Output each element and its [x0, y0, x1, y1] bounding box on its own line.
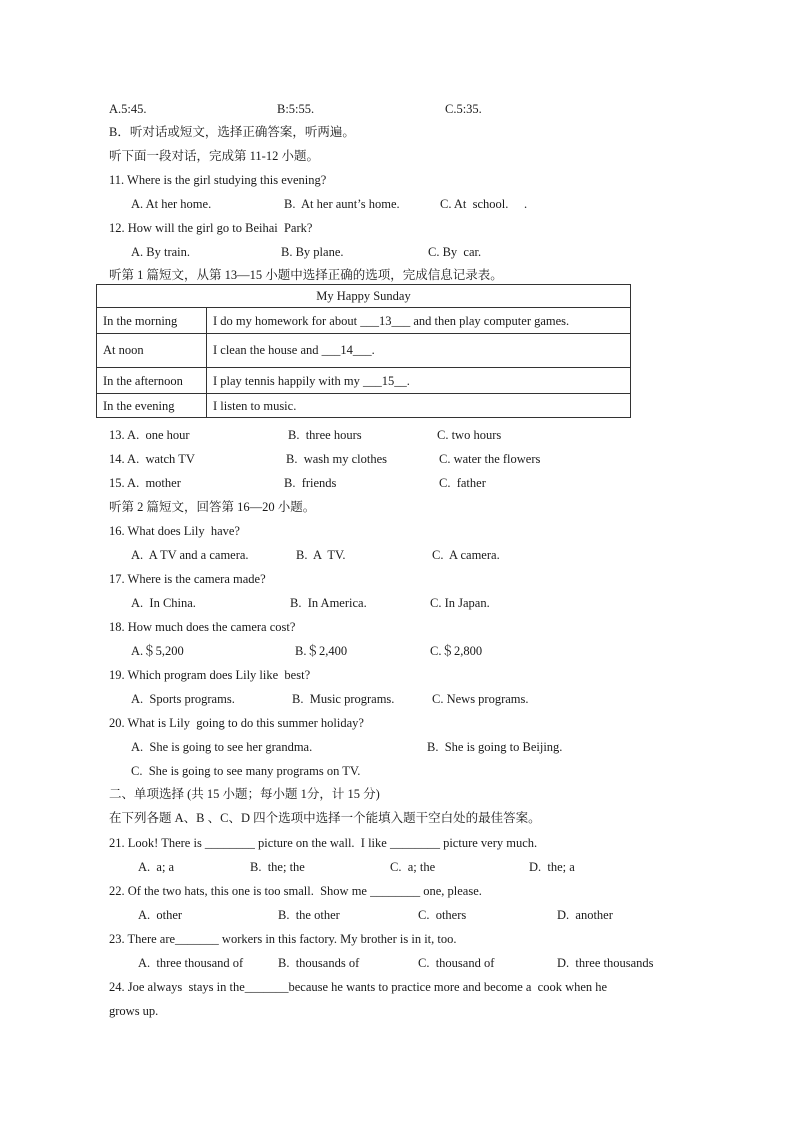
q13-option-c: C. two hours: [437, 428, 502, 442]
q15-option-a: 15. A. mother: [109, 476, 181, 490]
q22-option-b: B. the other: [278, 908, 340, 922]
q22-stem: 22. Of the two hats, this one is too small. Show me ________ one, please.: [109, 884, 482, 898]
q21-stem: 21. Look! There is ________ picture on the wall. I like ________ picture very much.: [109, 836, 538, 850]
q19-stem: 19. Which program does Lily like best?: [109, 668, 311, 682]
q12-option-a: A. By train.: [131, 245, 191, 259]
q17-option-c: C. In Japan.: [430, 596, 490, 610]
q20-option-b: B. She is going to Beijing.: [427, 740, 563, 754]
q23-option-b: B. thousands of: [278, 956, 360, 970]
q18-option-a: A.＄5,200: [131, 644, 184, 658]
q23-stem: 23. There are_______ workers in this factory. My brother is in it, too.: [109, 932, 457, 946]
q11-option-a: A. At her home.: [131, 197, 212, 211]
q24-stem-line1: 24. Joe always stays in the_______because he wants to practice more and become a cook when he: [109, 980, 608, 994]
q23-option-d: D. three thousands: [557, 956, 654, 970]
passage2-intro: 听第 2 篇短文，回答第 16—20 小题。: [109, 500, 316, 514]
q19-option-b: B. Music programs.: [292, 692, 395, 706]
table-row-text: I clean the house and ___14___.: [207, 334, 631, 368]
q21-option-b: B. the; the: [250, 860, 305, 874]
table-row-text: I listen to music.: [207, 394, 631, 418]
table-row-text: I do my homework for about ___13___ and then play computer games.: [207, 308, 631, 334]
q12-stem: 12. How will the girl go to Beihai Park?: [109, 221, 313, 235]
table-row-time: In the evening: [97, 394, 207, 418]
q22-option-a: A. other: [138, 908, 183, 922]
q18-stem: 18. How much does the camera cost?: [109, 620, 296, 634]
q17-stem: 17. Where is the camera made?: [109, 572, 266, 586]
table-row-time: In the afternoon: [97, 368, 207, 394]
q22-option-d: D. another: [557, 908, 613, 922]
q13-option-b: B. three hours: [288, 428, 362, 442]
q12-option-c: C. By car.: [428, 245, 482, 259]
q24-stem-line2: grows up.: [109, 1004, 159, 1018]
q15-option-b: B. friends: [284, 476, 337, 490]
table-row-time: In the morning: [97, 308, 207, 334]
q17-option-b: B. In America.: [290, 596, 367, 610]
q19-option-c: C. News programs.: [432, 692, 529, 706]
q17-option-a: A. In China.: [131, 596, 196, 610]
q21-option-d: D. the; a: [529, 860, 575, 874]
q12-option-b: B. By plane.: [281, 245, 344, 259]
q11-option-c: C. At school. .: [440, 197, 528, 211]
q22-option-c: C. others: [418, 908, 467, 922]
q16-stem: 16. What does Lily have?: [109, 524, 240, 538]
q13-option-a: 13. A. one hour: [109, 428, 190, 442]
q21-option-a: A. a; a: [138, 860, 175, 874]
q10-option-a: A.5:45.: [109, 102, 147, 116]
passage1-intro: 听第 1 篇短文，从第 13—15 小题中选择正确的选项，完成信息记录表。: [109, 268, 503, 282]
q11-stem: 11. Where is the girl studying this evening?: [109, 173, 327, 187]
q21-option-c: C. a; the: [390, 860, 436, 874]
table-row-time: At noon: [97, 334, 207, 368]
q14-option-c: C. water the flowers: [439, 452, 541, 466]
table-row-text: I play tennis happily with my ___15__.: [207, 368, 631, 394]
q14-option-a: 14. A. watch TV: [109, 452, 195, 466]
q18-option-b: B.＄2,400: [295, 644, 348, 658]
q10-option-b: B:5:55.: [277, 102, 315, 116]
q15-option-c: C. father: [439, 476, 486, 490]
dialogue-intro: 听下面一段对话，完成第 11-12 小题。: [109, 149, 319, 163]
section-b-instruction: B．听对话或短文，选择正确答案，听两遍。: [109, 125, 355, 139]
q16-option-b: B. A TV.: [296, 548, 346, 562]
q19-option-a: A. Sports programs.: [131, 692, 235, 706]
info-record-table: [96, 284, 631, 418]
q16-option-c: C. A camera.: [432, 548, 500, 562]
section2-instruction: 在下列各题 A、B 、C、D 四个选项中选择一个能填入题干空白处的最佳答案。: [109, 811, 541, 825]
table-title: My Happy Sunday: [97, 285, 631, 308]
q20-option-a: A. She is going to see her grandma.: [131, 740, 313, 754]
q20-option-c: C. She is going to see many programs on TV.: [131, 764, 361, 778]
q23-option-a: A. three thousand of: [138, 956, 244, 970]
q11-option-b: B. At her aunt’s home.: [284, 197, 400, 211]
q23-option-c: C. thousand of: [418, 956, 495, 970]
q14-option-b: B. wash my clothes: [286, 452, 388, 466]
q10-option-c: C.5:35.: [445, 102, 482, 116]
section2-title: 二、单项选择 (共 15 小题；每小题 1分，计 15 分): [109, 787, 380, 801]
q16-option-a: A. A TV and a camera.: [131, 548, 249, 562]
q18-option-c: C.＄2,800: [430, 644, 483, 658]
q20-stem: 20. What is Lily going to do this summer holiday?: [109, 716, 364, 730]
